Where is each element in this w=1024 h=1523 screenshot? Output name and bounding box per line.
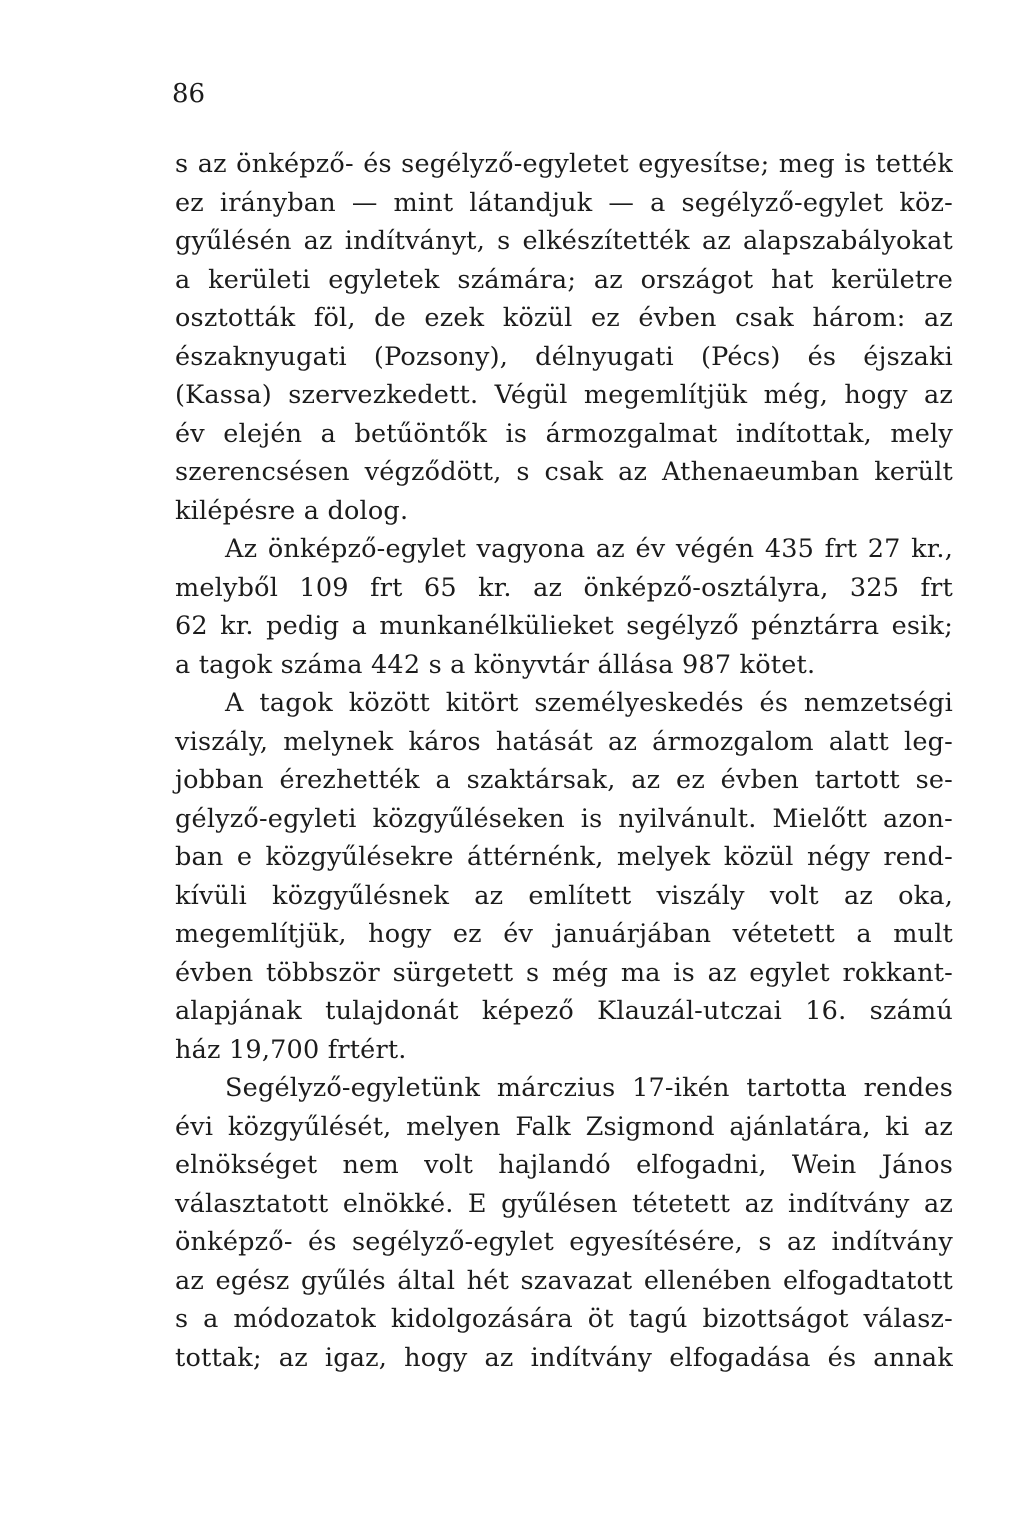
- text-line: északnyugati (Pozsony), délnyugati (Pécs) és éjszaki: [175, 341, 953, 372]
- text-line: év elején a betűöntők is ármozgalmat indítottak, mely: [175, 418, 953, 449]
- text-line: alapjának tulajdonát képező Klauzál-utczai 16. számú: [175, 996, 953, 1026]
- text-line: önképző- és segélyző-egylet egyesítésére, s az indítvány: [175, 1227, 953, 1257]
- text-line: választatott elnökké. E gyűlésen tétetett az indítvány az: [175, 1188, 953, 1219]
- text-line: osztották föl, de ezek közül ez évben csak három: az: [175, 303, 953, 333]
- text-line: gélyző-egyleti közgyűléseken is nyilvánult. Mielőtt azon-: [175, 803, 953, 834]
- text-line: viszály, melynek káros hatását az ármozgalom alatt leg-: [175, 726, 953, 757]
- text-line: (Kassa) szervezkedett. Végül megemlítjük még, hogy az: [175, 380, 953, 410]
- text-line: Az önképző-egylet vagyona az év végén 435 frt 27 kr.,: [225, 534, 953, 564]
- text-line: a tagok száma 442 s a könyvtár állása 987 kötet.: [175, 649, 816, 680]
- text-line: tottak; az igaz, hogy az indítvány elfogadása és annak: [175, 1342, 953, 1373]
- text-line: s az önképző- és segélyző-egyletet egyesítse; meg is tették: [175, 149, 953, 179]
- text-line: A tagok között kitört személyeskedés és nemzetségi: [225, 688, 953, 718]
- text-line: melyből 109 frt 65 kr. az önképző-osztályra, 325 frt: [175, 572, 953, 603]
- text-line: jobban érezhették a szaktársak, az ez évben tartott se-: [175, 765, 953, 795]
- text-line: szerencsésen végződött, s csak az Athenaeumban került: [175, 457, 953, 487]
- text-line: kívüli közgyűlésnek az említett viszály volt az oka,: [175, 880, 953, 911]
- text-line: megemlítjük, hogy ez év januárjában vétetett a mult: [175, 919, 953, 949]
- text-line: s a módozatok kidolgozására öt tagú bizottságot válasz-: [175, 1304, 953, 1334]
- text-line: ez irányban — mint látandjuk — a segélyző-egylet köz-: [175, 187, 953, 218]
- text-line: évi közgyűlését, melyen Falk Zsigmond ajánlatára, ki az: [175, 1111, 953, 1142]
- body-text: [175, 145, 953, 1377]
- text-line: 62 kr. pedig a munkanélkülieket segélyző pénztárra esik;: [175, 611, 953, 641]
- text-line: ban e közgyűlésekre áttérnénk, melyek közül négy rend-: [175, 842, 953, 872]
- text-line: az egész gyűlés által hét szavazat ellenében elfogadtatott: [175, 1265, 953, 1296]
- text-line: elnökséget nem volt hajlandó elfogadni, Wein János: [175, 1150, 953, 1180]
- page-number: 86: [172, 79, 206, 109]
- text-line: gyűlésén az indítványt, s elkészítették az alapszabályokat: [175, 226, 953, 256]
- text-line: ház 19,700 frtért.: [175, 1034, 407, 1065]
- text-line: évben többször sürgetett s még ma is az egylet rokkant-: [175, 957, 953, 988]
- text-line: Segélyző-egyletünk márczius 17-ikén tartotta rendes: [225, 1073, 953, 1103]
- text-line: kilépésre a dolog.: [175, 495, 409, 526]
- text-line: a kerületi egyletek számára; az országot hat kerületre: [175, 264, 953, 295]
